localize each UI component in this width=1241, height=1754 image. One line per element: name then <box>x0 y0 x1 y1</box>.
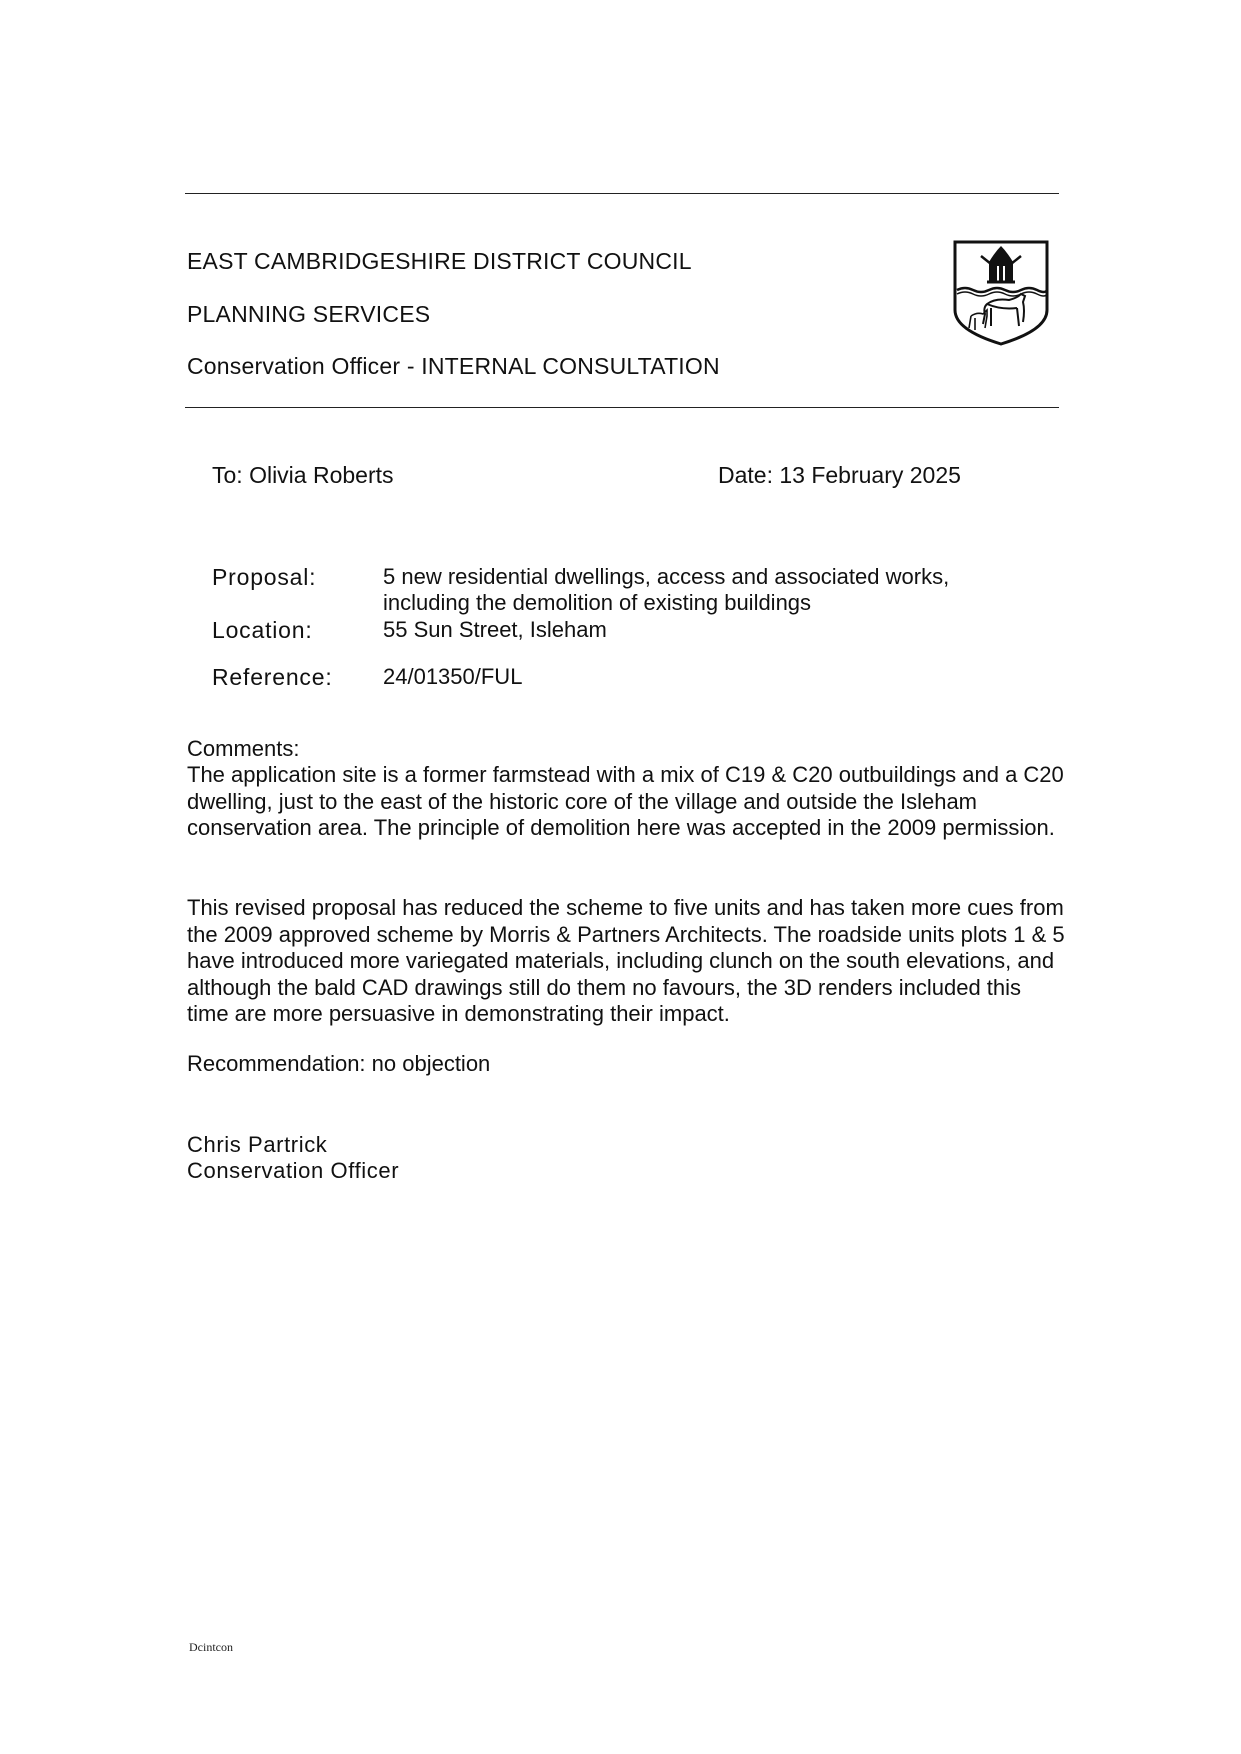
header-top-rule <box>185 193 1059 194</box>
signatory-name: Chris Partrick <box>187 1132 328 1157</box>
recipient: To: Olivia Roberts <box>212 462 394 488</box>
proposal-value: 5 new residential dwellings, access and associated works, including the demolition of existing buildings <box>383 564 950 615</box>
location-value: 55 Sun Street, Isleham <box>383 617 607 642</box>
header-bottom-rule <box>185 407 1059 408</box>
council-crest-icon <box>951 238 1051 348</box>
footer-code: Dcintcon <box>189 1640 233 1654</box>
comments-paragraph-2: This revised proposal has reduced the scheme to five units and has taken more cues from the 2009 approved scheme by Morris & Partners Architects. The roadside units plots 1 & 5 have introduced more variegated materials, including clunch on the south elevations, and although the bald CAD drawings still do them no favours, the 3D renders included this time are more persuasive in demonstrating their impact. <box>187 895 1065 1026</box>
signatory-title: Conservation Officer <box>187 1158 400 1183</box>
proposal-label: Proposal: <box>212 564 317 590</box>
comments-heading: Comments: <box>187 736 300 761</box>
department-name: PLANNING SERVICES <box>187 301 431 327</box>
reference-label: Reference: <box>212 664 333 690</box>
reference-value: 24/01350/FUL <box>383 664 523 689</box>
recommendation: Recommendation: no objection <box>187 1051 491 1076</box>
memo-date: Date: 13 February 2025 <box>718 462 961 488</box>
comments-paragraph-1: The application site is a former farmstead with a mix of C19 & C20 outbuildings and a C20 dwelling, just to the east of the historic core of the village and outside the Isleham conservation area. The principle of demolition here was accepted in the 2009 permission. <box>187 762 1064 840</box>
consultation-title: Conservation Officer - INTERNAL CONSULTATION <box>187 353 720 379</box>
council-name: EAST CAMBRIDGESHIRE DISTRICT COUNCIL <box>187 248 692 274</box>
location-label: Location: <box>212 617 313 643</box>
